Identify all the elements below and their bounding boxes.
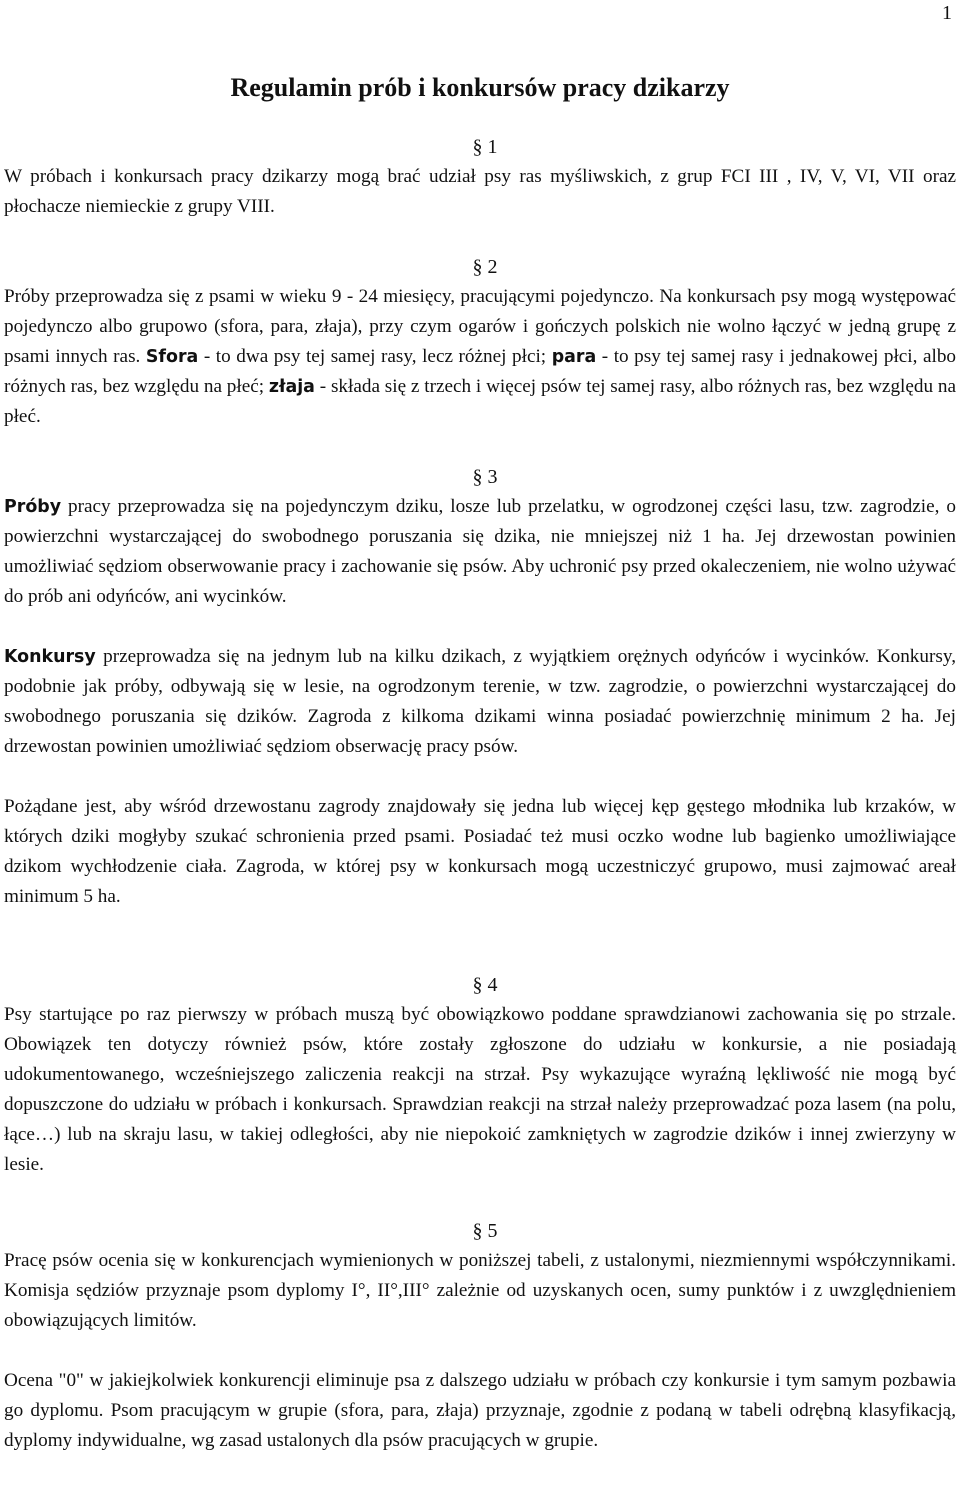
- section-5-paragraph-zero-score: Ocena "0" w jakiejkolwiek konkurencji eliminuje psa z dalszego udziału w próbach czy konkursie i tym samym pozbawia go dyplomu. Psom pracującym w grupie (sfora, para, złaja) przyznaje, zgodnie z podaną w tabeli odrębną klasyfikacją, dyplomy indywidualne, wg zasad ustalonych dla psów pracujących w grupie.: [4, 1370, 956, 1451]
- section-2: [4, 252, 956, 432]
- section-3-paragraph-enclosure: Pożądane jest, aby wśród drzewostanu zagrody znajdowały się jedna lub więcej kęp gęstego młodnika lub krzaków, w których dziki mogłyby szukać schronienia przed psami. Posiadać też musi oczko wodne lub bagienko umożliwiające dzikom wychłodzenie ciała. Zagroda, w której psy w konkursach mogą uczestniczyć grupowo, musi zajmować areał minimum 5 ha.: [4, 796, 956, 907]
- section-3-text-contests: przeprowadza się na jednym lub na kilku dzikach, z wyjątkiem orężnych odyńców i wycinków. Konkursy, podobnie jak próby, odbywają się w lesie, na ogrodzonym terenie, w tzw. zagrodzie, o powierzchni wystarczającej do swobodnego poruszania się dzików. Zagroda z kilkoma dzikami winna posiadać powierzchnię minimum 2 ha. Jej drzewostan powinien umożliwiać sędziom obserwację pracy psów.: [4, 646, 956, 757]
- section-1-paragraph: W próbach i konkursach pracy dzikarzy mogą brać udział psy ras myśliwskich, z grup FCI III , IV, V, VI, VII oraz płochacze niemieckie z grupy VIII.: [4, 166, 956, 217]
- page-number: 1: [942, 2, 952, 24]
- section-3-paragraph-trials: [4, 492, 956, 612]
- section-2-text-2: - to dwa psy tej samej rasy, lecz różnej płci;: [198, 346, 552, 367]
- section-2-paragraph: [4, 282, 956, 432]
- document-title: Regulamin prób i konkursów pracy dzikarzy: [230, 73, 730, 102]
- section-2-text-1: Próby przeprowadza się z psami w wieku 9 - 24 miesięcy, pracującymi pojedynczo. Na konkursach psy mogą występować pojedynczo albo grupowo (sfora, para, złaja), przy czym ogarów i gończych polskich nie wolno łączyć w jedną grupę z psami innych ras.: [4, 286, 956, 367]
- section-5-heading: § 5: [472, 1220, 498, 1242]
- section-2-text-4: - składa się z trzech i więcej psów tej samej rasy, albo różnych ras, bez względu na płeć.: [4, 376, 957, 427]
- section-2-heading: § 2: [472, 256, 498, 278]
- section-4-paragraph: Psy startujące po raz pierwszy w próbach muszą być obowiązkowo poddane sprawdzianowi zachowania się po strzale. Obowiązek ten dotyczy również psów, które zostały zgłoszone do udziału w konkursie, a nie posiadają udokumentowanego, wcześniejszego zaliczenia reakcji na strzał. Psy wykazujące wyraźną lękliwość nie mogą być dopuszczone do udziału w próbach i konkursach. Sprawdzian reakcji na strzał należy przeprowadzać poza lasem (na polu, łące…) lub na skraju lasu, w takiej odległości, aby nie niepokoić zamkniętych w zagrodzie dzików i innej zwierzyny w lesie.: [4, 1004, 956, 1175]
- section-3: [4, 462, 956, 912]
- section-1-heading: § 1: [472, 136, 498, 158]
- term-zlaja: złaja: [268, 377, 315, 397]
- section-5-paragraph-assessment: Pracę psów ocenia się w konkurencjach wymienionych w poniższej tabeli, z ustalonymi, niezmiennymi współczynnikami. Komisja sędziów przyznaje psom dyplomy I°, II°,III° zależnie od uzyskanych ocen, sumy punktów i z uwzględnieniem obowiązujących limitów.: [4, 1250, 956, 1331]
- term-konkursy: Konkursy: [4, 647, 96, 667]
- section-2-text-3: - to psy tej samej rasy i jednakowej płci, albo różnych ras, bez względu na płeć;: [4, 346, 957, 397]
- section-3-heading: § 3: [472, 466, 498, 488]
- section-3-text-trials: pracy przeprowadza się na pojedynczym dziku, losze lub przelatku, w ogrodzonej części lasu, tzw. zagrodzie, o powierzchni wystarczającej do swobodnego poruszania się dzika, nie mniejszej niż 1 ha. Jej drzewostan powinien umożliwiać sędziom obserwowanie pracy i zachowanie się psów. Aby uchronić psy przed okaleczeniem, nie wolno używać do prób ani odyńców, ani wycinków.: [4, 496, 956, 607]
- section-4-heading: § 4: [472, 974, 498, 996]
- section-3-paragraph-contests: [4, 642, 956, 762]
- term-proby: Próby: [4, 497, 62, 517]
- section-5: [4, 1216, 956, 1456]
- section-4: [4, 970, 956, 1180]
- term-sfora: Sfora: [145, 347, 199, 367]
- term-para: para: [551, 347, 597, 367]
- section-1: [4, 132, 956, 222]
